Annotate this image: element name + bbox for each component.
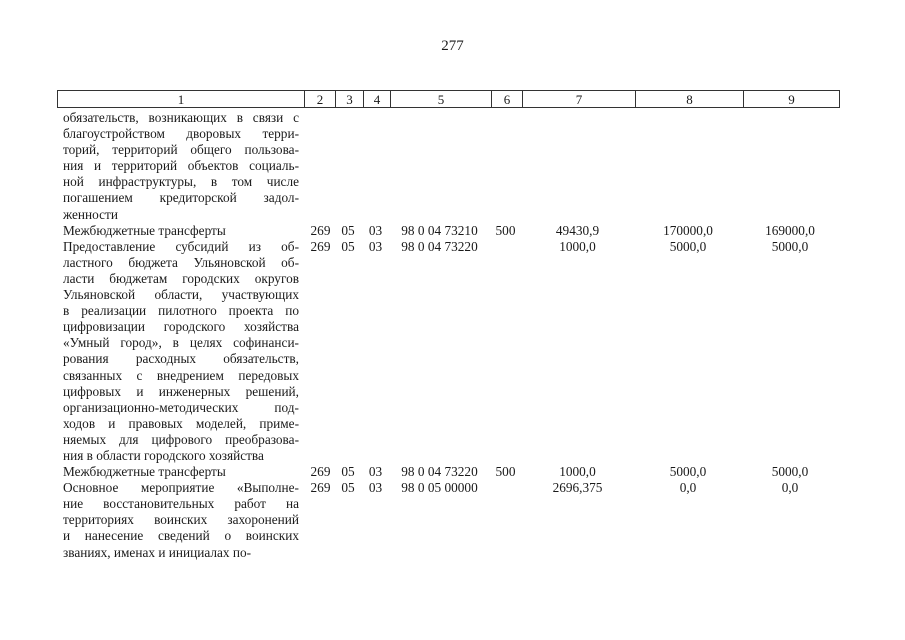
description-line: обязательств, возникающих в связи с (63, 110, 299, 125)
cell-col-6 (490, 239, 521, 464)
description-line: Предоставление субсидий из об- (63, 238, 299, 254)
cell-col-8: 170000,0 (663, 222, 713, 238)
cell-col-3: 05 (341, 222, 355, 238)
table-row (57, 480, 840, 560)
cell-col-3: 05 (341, 464, 355, 480)
cell-col-9 (742, 110, 838, 223)
cell-col-2: 269 (310, 238, 331, 254)
row-description (57, 239, 303, 464)
cell-col-4 (362, 110, 389, 223)
cell-col-2: 269 (310, 464, 331, 480)
cell-col-8: 5000,0 (669, 464, 707, 480)
cell-col-7: 2696,375 (552, 480, 603, 496)
description-line: ластного бюджета Ульяновской об- (63, 254, 299, 270)
description-line: Межбюджетные трансферты (63, 222, 226, 238)
description-line: няемых для цифрового преобразова- (63, 431, 299, 447)
cell-col-3: 05 (341, 480, 355, 496)
description-line: цифровых и инженерных решений, (63, 383, 299, 399)
description-line: ние восстановительных работ на (63, 496, 299, 512)
description-line: званиях, именах и инициалах по- (63, 544, 252, 560)
cell-col-5 (389, 110, 490, 223)
header-col-7: 7 (522, 91, 635, 107)
description-line: Ульяновской области, участвующих (63, 287, 299, 303)
table-row (57, 223, 840, 239)
cell-col-5: 98 0 05 00000 (401, 480, 478, 496)
cell-col-9: 5000,0 (771, 464, 809, 480)
cell-col-2: 269 (310, 222, 331, 238)
cell-col-9: 5000,0 (771, 238, 809, 254)
cell-col-4: 03 (368, 480, 383, 496)
description-line: женности (63, 206, 118, 222)
row-description (57, 464, 303, 480)
cell-col-6 (490, 110, 521, 223)
cell-col-2: 269 (310, 480, 331, 496)
description-line: организационно-методических под- (63, 399, 299, 415)
cell-col-9: 0,0 (781, 480, 799, 496)
cell-col-8: 0,0 (679, 480, 697, 496)
row-description (57, 480, 303, 560)
cell-col-3 (334, 110, 362, 223)
description-line: территориях воинских захоронений (63, 512, 299, 528)
header-col-8: 8 (635, 91, 743, 107)
cell-col-6 (490, 480, 521, 560)
header-col-4: 4 (363, 91, 390, 107)
cell-col-5: 98 0 04 73220 (401, 464, 478, 480)
header-col-2: 2 (304, 91, 335, 107)
description-line: ходов и правовых моделей, приме- (63, 415, 299, 431)
description-line: и нанесение сведений о воинских (63, 528, 299, 544)
cell-col-7 (521, 110, 634, 223)
description-line: в реализации пилотного проекта по (63, 303, 299, 319)
description-line: «Умный город», в целях софинанси- (63, 335, 299, 351)
cell-col-7: 49430,9 (555, 222, 600, 238)
cell-col-2 (303, 110, 334, 223)
header-col-9: 9 (743, 91, 839, 107)
table-row (57, 239, 840, 464)
header-col-3: 3 (335, 91, 363, 107)
cell-col-8 (634, 110, 742, 223)
description-line: торий, территорий общего пользова- (63, 142, 299, 158)
header-col-6: 6 (491, 91, 522, 107)
description-line: рования расходных обязательств, (63, 351, 299, 367)
cell-col-5: 98 0 04 73220 (401, 238, 478, 254)
description-line: Межбюджетные трансферты (63, 464, 226, 480)
header-col-1: 1 (177, 92, 185, 107)
description-line: ния в области городского хозяйства (63, 447, 264, 463)
description-line: ной инфраструктуры, в том числе (63, 174, 299, 190)
cell-col-4: 03 (368, 222, 383, 238)
cell-col-3: 05 (341, 238, 355, 254)
cell-col-4: 03 (368, 464, 383, 480)
description-line: благоустройством дворовых терри- (63, 126, 299, 142)
cell-col-7: 1000,0 (559, 238, 596, 254)
cell-col-6: 500 (495, 464, 516, 480)
description-line: ласти бюджетам городских округов (63, 270, 299, 286)
cell-col-5: 98 0 04 73210 (401, 222, 478, 238)
description-line: погашением кредиторской задол- (63, 190, 299, 206)
cell-col-4: 03 (368, 238, 383, 254)
row-description (57, 223, 303, 239)
table-row (57, 464, 840, 480)
cell-col-6: 500 (495, 222, 516, 238)
description-line: связанных с внедрением передовых (63, 367, 299, 383)
header-col-5: 5 (390, 91, 491, 107)
description-line: ния и территорий объектов социаль- (63, 158, 299, 174)
cell-col-7: 1000,0 (559, 464, 596, 480)
table-row (57, 110, 840, 223)
table-body (57, 110, 840, 561)
page-number: 277 (441, 38, 464, 54)
cell-col-9: 169000,0 (765, 222, 815, 238)
table-header (57, 90, 840, 108)
description-line: Основное мероприятие «Выполне- (63, 480, 299, 496)
description-line: цифровизации городского хозяйства (63, 319, 299, 335)
cell-col-8: 5000,0 (669, 238, 707, 254)
row-description (57, 110, 303, 223)
